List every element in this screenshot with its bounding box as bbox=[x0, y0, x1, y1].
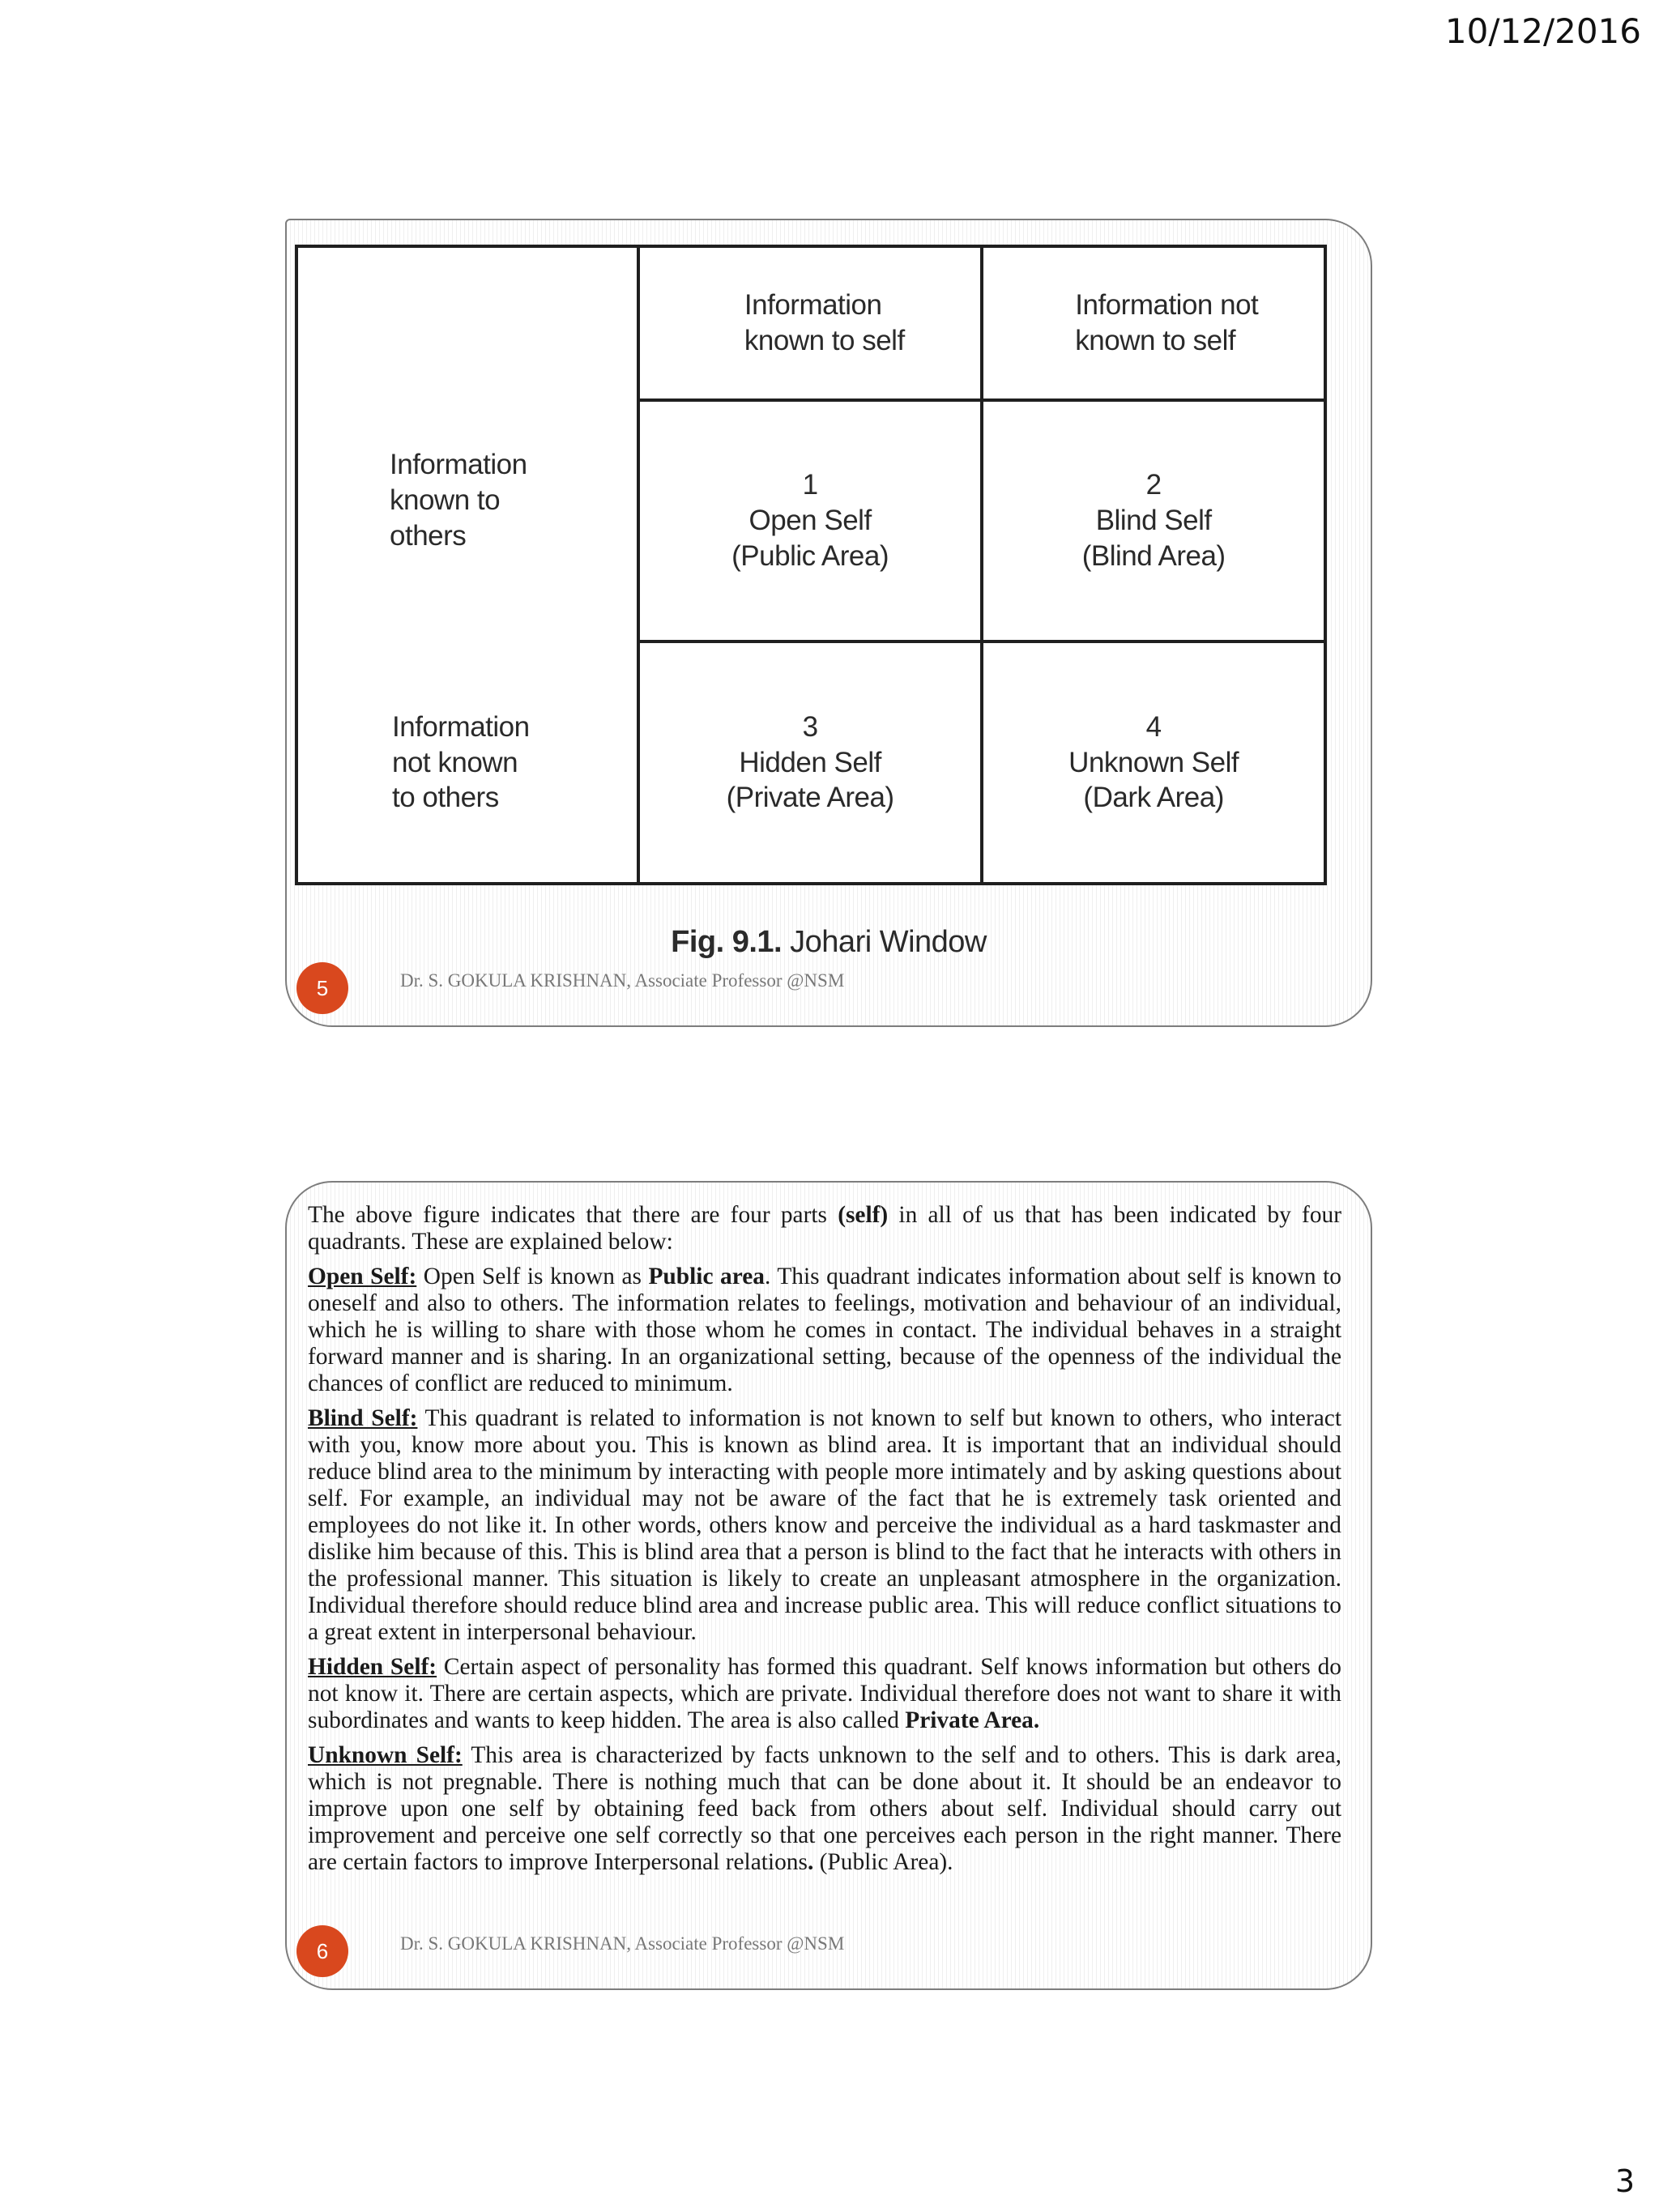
quadrant-name: Blind Self bbox=[1095, 505, 1212, 537]
figure-caption-label: Fig. 9.1. bbox=[671, 925, 783, 959]
row-header-line: not known bbox=[392, 746, 518, 778]
unknown-self-term: Unknown Self: bbox=[308, 1742, 463, 1768]
row-header-line: Information bbox=[390, 449, 527, 481]
open-self-text: Open Self is known as bbox=[416, 1264, 649, 1289]
open-self-text: . This quadrant indicates information about self is known to oneself and also to others. The information relates to feelings, motivation and behaviour of an individual, which he is willing to share with those whom he comes in contact. The individual behaves in a straight forward manner and is sharing. In an organizational setting, because of the openness of the individual the chances of conflict are reduced to minimum. bbox=[308, 1264, 1341, 1396]
quadrant-number: 3 bbox=[802, 710, 818, 743]
row-header-line: Information bbox=[392, 710, 530, 743]
unknown-self-text: This area is characterized by facts unknown to the self and to others. This is dark area, which is not pregnable. There is nothing much that can be done about it. It should be an endeavor to improve upon one self by obtaining feed back from others about self. Individual should carry out improvement and perceive one self correctly so that one perceives each person in the right manner. There are certain factors to improve Interpersonal relations bbox=[308, 1742, 1341, 1875]
hidden-self-term: Hidden Self: bbox=[308, 1654, 437, 1680]
quadrant-number: 2 bbox=[1145, 469, 1162, 501]
slide-johari-explanation bbox=[285, 1181, 1372, 1990]
open-self-paragraph bbox=[308, 1264, 1341, 1397]
blind-self-paragraph bbox=[308, 1405, 1341, 1646]
intro-text: in all of us that has been indicated by four quadrants. These are explained below: bbox=[308, 1202, 1341, 1255]
row-header-not-known-to-others bbox=[296, 641, 638, 884]
page-date: 10/12/2016 bbox=[1444, 11, 1641, 51]
col-header-line: known to self bbox=[1075, 325, 1236, 356]
blind-self-term: Blind Self: bbox=[308, 1405, 418, 1431]
quadrant-area: (Dark Area) bbox=[1083, 782, 1224, 814]
col-header-not-known-to-self bbox=[982, 246, 1325, 400]
intro-text: The above figure indicates that there are four parts bbox=[308, 1202, 838, 1228]
col-header-known-to-self bbox=[638, 246, 982, 400]
johari-window-table bbox=[295, 245, 1327, 885]
quadrant-area: (Blind Area) bbox=[1081, 539, 1226, 572]
quadrant-name: Unknown Self bbox=[1068, 746, 1239, 778]
slide-footer bbox=[287, 944, 1371, 1025]
open-self-bold: Public area bbox=[648, 1264, 765, 1289]
quadrant-blind-self bbox=[982, 400, 1325, 641]
slide-footer bbox=[287, 1907, 1371, 1988]
slide-number-badge: 6 bbox=[296, 1925, 348, 1977]
corner-cell bbox=[296, 246, 638, 400]
slide-author: Dr. S. GOKULA KRISHNAN, Associate Professor @NSM bbox=[400, 1933, 845, 1954]
row-header-known-to-others bbox=[296, 400, 638, 641]
quadrant-number: 1 bbox=[802, 469, 818, 501]
open-self-term: Open Self: bbox=[308, 1264, 417, 1289]
figure-caption-title: Johari Window bbox=[782, 925, 987, 959]
quadrant-name: Open Self bbox=[748, 505, 872, 537]
col-header-line: Information bbox=[744, 289, 882, 322]
slide-johari-figure bbox=[285, 219, 1372, 1027]
hidden-self-bold: Private Area. bbox=[905, 1707, 1040, 1733]
unknown-self-text: (Public Area). bbox=[813, 1849, 953, 1875]
unknown-self-paragraph bbox=[308, 1742, 1341, 1876]
row-header-line: known to bbox=[390, 484, 501, 517]
slide-author: Dr. S. GOKULA KRISHNAN, Associate Professor @NSM bbox=[400, 970, 845, 991]
quadrant-area: (Private Area) bbox=[726, 782, 894, 814]
unknown-self-bold: . bbox=[807, 1849, 814, 1875]
col-header-line: known to self bbox=[744, 325, 905, 356]
intro-bold: (self) bbox=[838, 1202, 889, 1228]
quadrant-hidden-self bbox=[638, 641, 982, 884]
quadrant-unknown-self bbox=[982, 641, 1325, 884]
row-header-line: others bbox=[390, 519, 467, 552]
hidden-self-paragraph bbox=[308, 1654, 1341, 1734]
blind-self-text: This quadrant is related to information is not known to self but known to others, who interact with you, know more about you. This is known as blind area. It is important that an individual should reduce blind area to the minimum by interacting with people more intimately and by asking questions about self. For example, an individual may not be aware of the fact that he is extremely task oriented and employees do not like it. In other words, others know and perceive the individual as a hard taskmaster and dislike him because of this. This is blind area that a person is blind to the fact that he interacts with others in the professional manner. This situation is likely to create an unpleasant atmosphere in the organization. Individual therefore should reduce blind area and increase public area. This will reduce conflict situations to a great extent in interpersonal behaviour. bbox=[308, 1405, 1342, 1645]
quadrant-open-self bbox=[638, 400, 982, 641]
intro-paragraph bbox=[308, 1202, 1341, 1255]
quadrant-area: (Public Area) bbox=[731, 539, 889, 572]
page-number: 3 bbox=[1614, 2163, 1635, 2199]
col-header-line: Information not bbox=[1075, 289, 1259, 322]
quadrant-name: Hidden Self bbox=[739, 746, 881, 778]
row-header-line: to others bbox=[392, 782, 499, 814]
hidden-self-text: Certain aspect of personality has formed this quadrant. Self knows information but others do not know it. There are certain aspects, which are private. Individual therefore does not want to share it with subordinates and wants to keep hidden. The area is also called bbox=[308, 1654, 1341, 1733]
quadrant-number: 4 bbox=[1145, 710, 1162, 743]
slide-text-body bbox=[308, 1202, 1341, 1884]
slide-number-badge: 5 bbox=[296, 962, 348, 1014]
